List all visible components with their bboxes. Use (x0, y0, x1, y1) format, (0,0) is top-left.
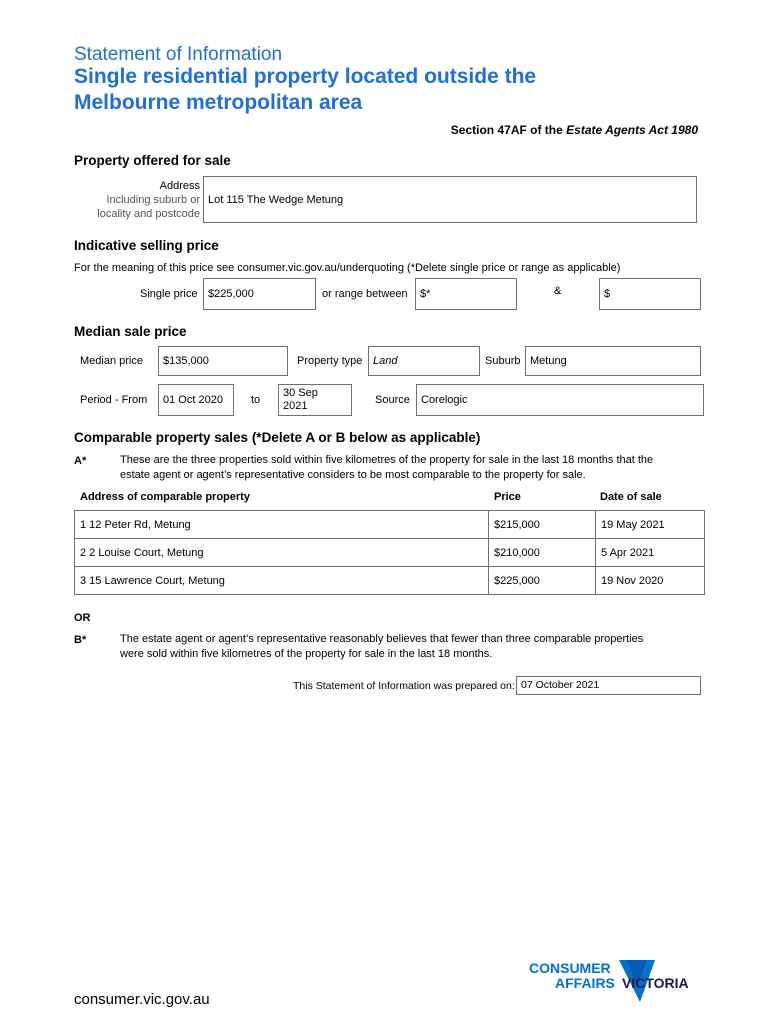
table-row (75, 567, 705, 595)
median-heading: Median sale price (74, 324, 187, 339)
option-a-text (120, 453, 653, 483)
option-a-marker: A* (74, 455, 87, 467)
period-to-line-2: 2021 (283, 400, 308, 412)
option-b-marker: B* (74, 634, 87, 646)
period-to-label: to (251, 394, 261, 406)
option-a-text-line-2: estate agent or agent’s representative considers to be most comparable to the property for sale. (120, 469, 586, 481)
address-label: Address (159, 180, 200, 192)
section-reference (451, 123, 698, 137)
address-sublabel-2: locality and postcode (97, 208, 200, 220)
form-title-line-1: Single residential property located outside the (74, 65, 537, 88)
price-note: For the meaning of this price see consumer.vic.gov.au/underquoting (*Delete single price or range as applicable) (74, 262, 621, 274)
range-from-field[interactable]: $* (415, 278, 517, 310)
suburb-field[interactable]: Metung (525, 346, 701, 376)
option-b-text-line-2: were sold within five kilometres of the property for sale in the last 18 months. (120, 648, 493, 660)
single-price-label: Single price (140, 288, 198, 300)
price-cell[interactable]: $215,000 (489, 511, 596, 539)
option-b-text (120, 632, 643, 662)
prepared-on-field[interactable]: 07 October 2021 (516, 676, 701, 695)
address-cell[interactable]: 3 15 Lawrence Court, Metung (75, 567, 489, 595)
col-address-header: Address of comparable property (80, 491, 250, 503)
or-label: OR (74, 612, 91, 624)
suburb-label: Suburb (485, 355, 521, 367)
footer-url: consumer.vic.gov.au (74, 991, 210, 1008)
price-cell[interactable]: $210,000 (489, 539, 596, 567)
prepared-on-label: This Statement of Information was prepared on: (293, 680, 515, 692)
period-to-line-1: 30 Sep (283, 387, 318, 399)
date-cell[interactable]: 19 May 2021 (596, 511, 705, 539)
col-date-header: Date of sale (600, 491, 662, 503)
form-title-line-2: Melbourne metropolitan area (74, 91, 363, 114)
date-cell[interactable]: 19 Nov 2020 (596, 567, 705, 595)
table-row (75, 511, 705, 539)
price-heading: Indicative selling price (74, 238, 219, 253)
source-field[interactable]: Corelogic (416, 384, 704, 416)
logo-word-affairs: AFFAIRS (555, 975, 615, 991)
price-cell[interactable]: $225,000 (489, 567, 596, 595)
range-ampersand: & (554, 285, 562, 297)
median-price-label: Median price (80, 355, 143, 367)
source-label: Source (375, 394, 410, 406)
comparable-sales-table (74, 510, 705, 595)
range-to-field[interactable]: $ (599, 278, 701, 310)
cav-logo-graphic (527, 958, 705, 1006)
comparable-heading: Comparable property sales (*Delete A or B below as applicable) (74, 430, 481, 445)
property-type-label: Property type (297, 355, 363, 367)
logo-word-consumer: CONSUMER (529, 960, 611, 976)
median-price-field[interactable]: $135,000 (158, 346, 288, 376)
address-cell[interactable]: 1 12 Peter Rd, Metung (75, 511, 489, 539)
date-cell[interactable]: 5 Apr 2021 (596, 539, 705, 567)
property-type-field[interactable]: Land (368, 346, 480, 376)
period-from-field[interactable]: 01 Oct 2020 (158, 384, 234, 416)
address-field[interactable]: Lot 115 The Wedge Metung (203, 176, 697, 223)
option-b-text-line-1: The estate agent or agent’s representative reasonably believes that fewer than three comparable properties (120, 633, 644, 645)
range-label: or range between (322, 288, 408, 300)
consumer-affairs-victoria-logo (527, 958, 705, 1006)
section-reference-prefix: Section 47AF of the (450, 123, 567, 137)
logo-word-victoria: VICTORIA (622, 975, 689, 991)
address-cell[interactable]: 2 2 Louise Court, Metung (75, 539, 489, 567)
single-price-field[interactable]: $225,000 (203, 278, 316, 310)
property-heading: Property offered for sale (74, 153, 231, 168)
act-name: Estate Agents Act 1980 (566, 123, 698, 137)
period-from-label: Period - From (80, 394, 148, 406)
col-price-header: Price (494, 491, 521, 503)
option-a-text-line-1: These are the three properties sold within five kilometres of the property for sale in the last 18 months that the (120, 454, 654, 466)
address-sublabel-1: Including suburb or (106, 194, 200, 206)
form-subtitle: Statement of Information (74, 44, 283, 65)
table-row (75, 539, 705, 567)
period-to-field[interactable] (278, 384, 352, 416)
